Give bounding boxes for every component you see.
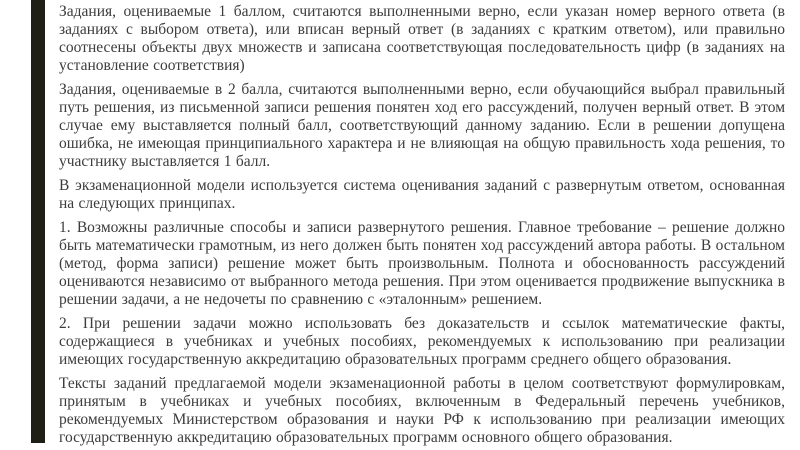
text-content <box>59 3 785 450</box>
paragraph-task-texts: Тексты заданий предлагаемой модели экзаменационной работы в целом соответствуют формулировкам, принятым в учебниках и учебных пособиях, включенным в Федеральный перечень учебников, рекомендуемых Министерством образования и науки РФ к использованию при реализации имеющих государственную аккредитацию образовательных программ основного общего образования. <box>59 375 785 446</box>
paragraph-model-principles-intro: В экзаменационной модели используется система оценивания заданий с развернутым ответом, основанная на следующих принципах. <box>59 177 785 212</box>
paragraph-scoring-2-points: Задания, оцениваемые в 2 балла, считаются выполненными верно, если обучающийся выбрал правильный путь решения, из письменной записи решения понятен ход его рассуждений, получен верный ответ. В этом случае ему выставляется полный балл, соответствующий данному заданию. Если в решении допущена ошибка, не имеющая принципиального характера и не влияющая на общую правильность хода решения, то участнику выставляется 1 балл. <box>59 81 785 170</box>
paragraph-principle-2: 2. При решении задачи можно использовать без доказательств и ссылок математические факты, содержащиеся в учебниках и учебных пособиях, рекомендуемых к использованию при реализации имеющих государственную аккредитацию образовательных программ среднего общего образования. <box>59 315 785 368</box>
paragraph-principle-1: 1. Возможны различные способы и записи развернутого решения. Главное требование – решение должно быть математически грамотным, из него должен быть понятен ход рассуждений автора работы. В остальном (метод, форма записи) решение может быть произвольным. Полнота и обоснованность рассуждений оцениваются независимо от выбранного метода решения. При этом оценивается продвижение выпускника в решении задачи, а не недочеты по сравнению с «эталонным» решением. <box>59 219 785 308</box>
left-accent-bar <box>31 0 45 443</box>
paragraph-scoring-1-point: Задания, оцениваемые 1 баллом, считаются выполненными верно, если указан номер верного ответа (в заданиях с выбором ответа), или вписан верный ответ (в заданиях с кратким ответом), или правильно соотнесены объекты двух множеств и записана соответствующая последовательность цифр (в заданиях на установление соответствия) <box>59 3 785 74</box>
